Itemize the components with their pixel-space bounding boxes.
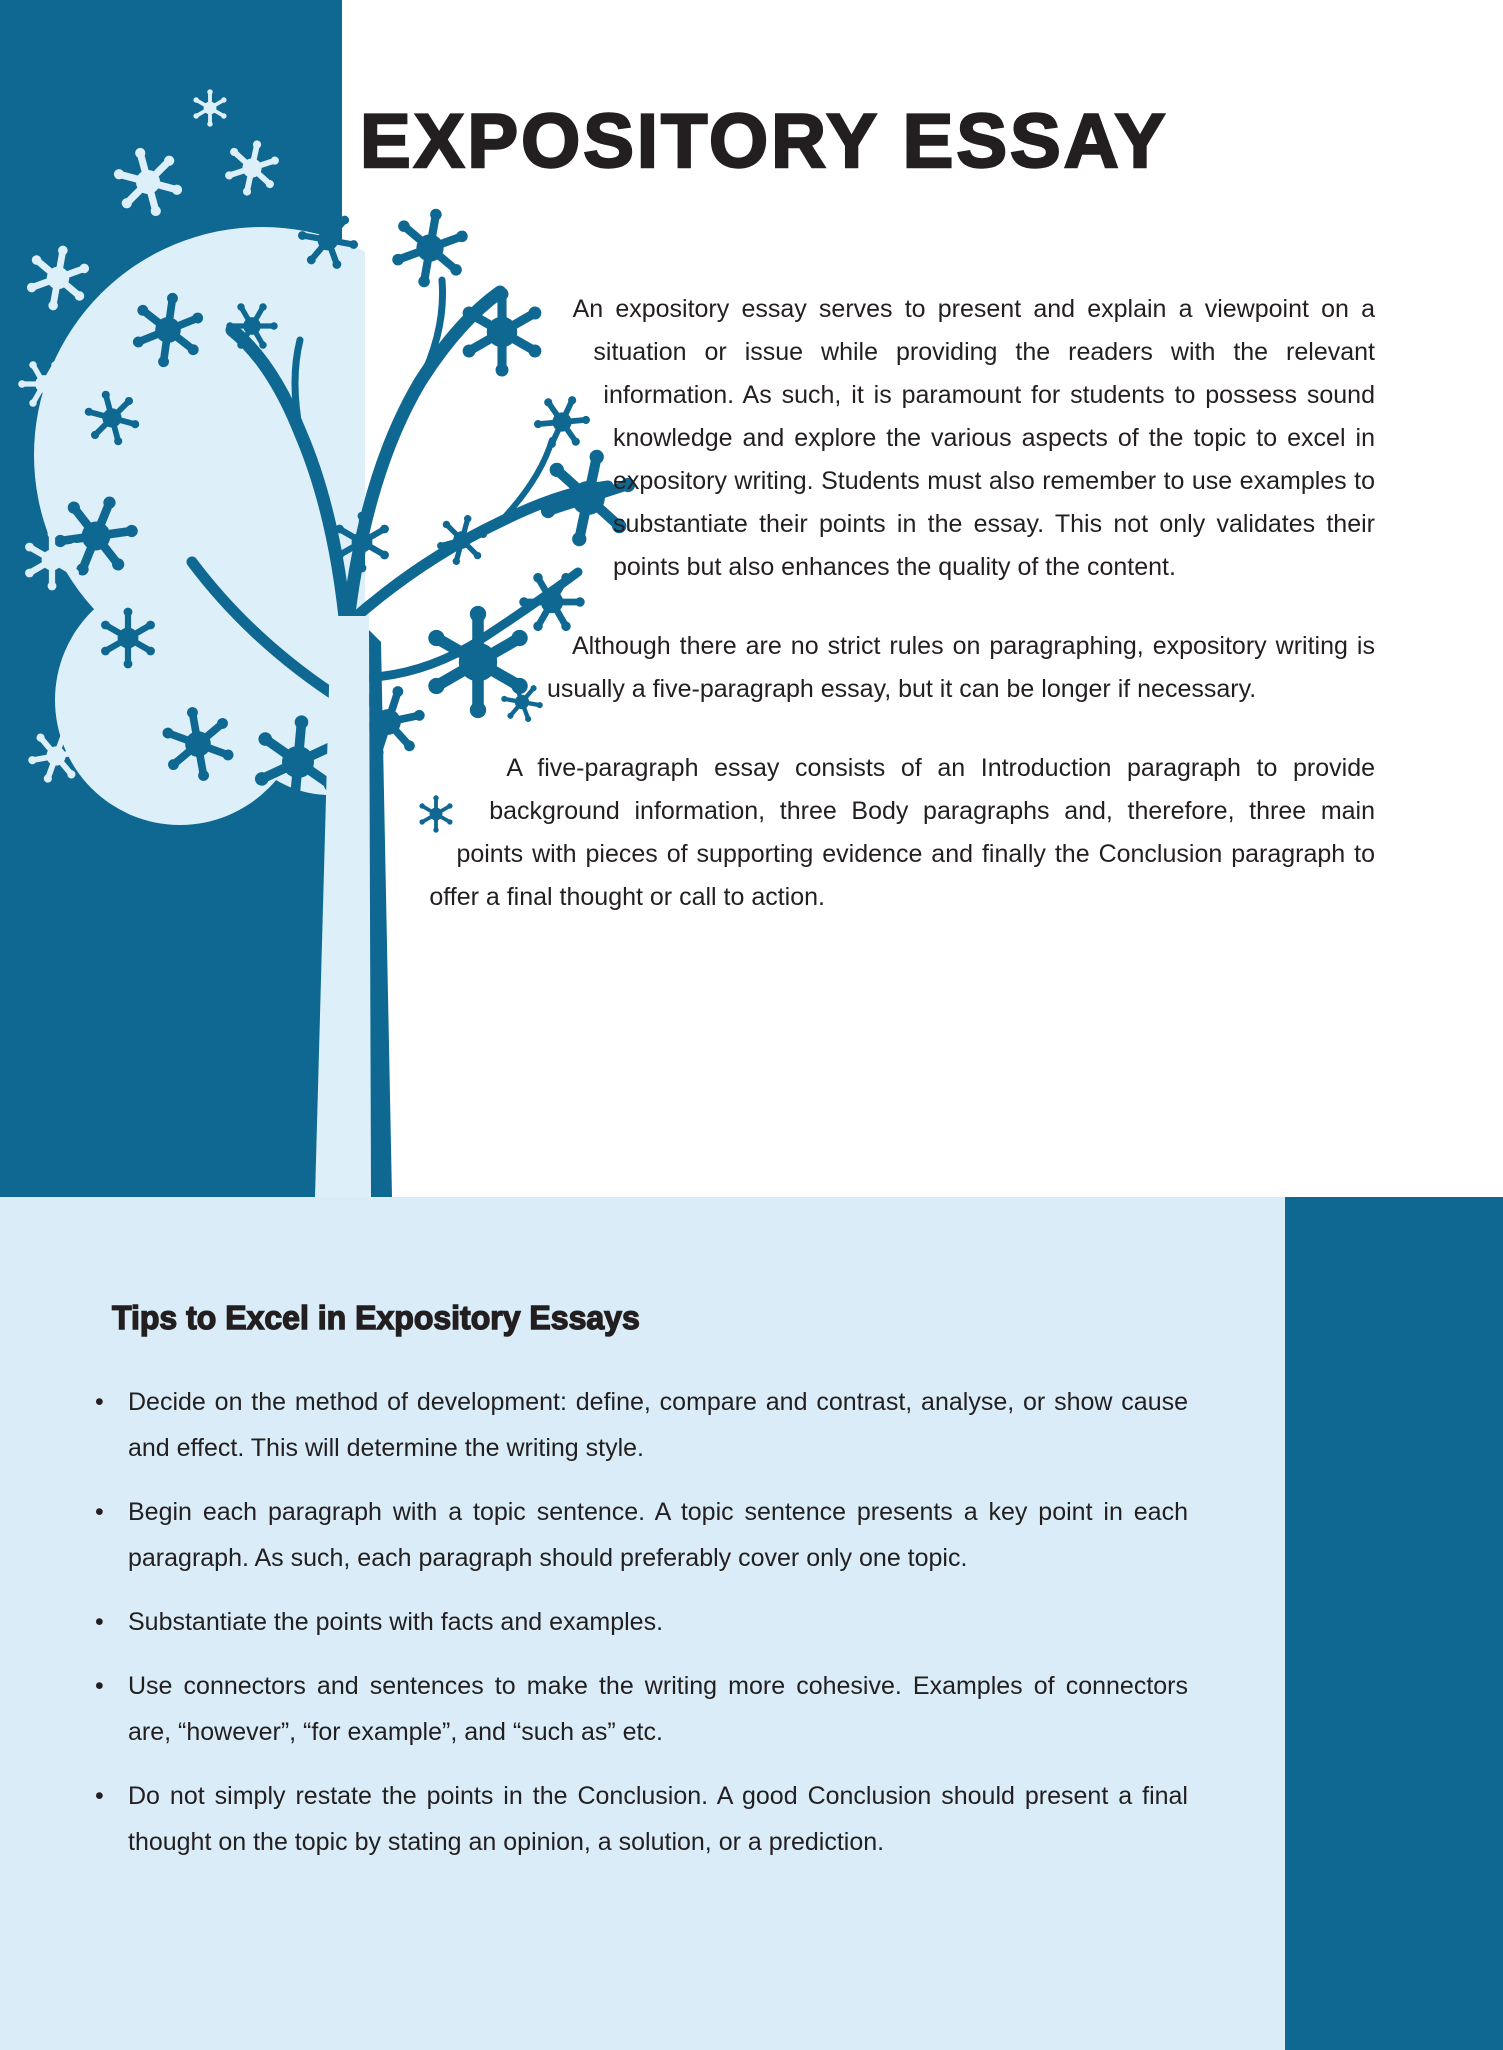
tip-text: Substantiate the points with facts and examples.	[128, 1608, 664, 1636]
tips-list	[0, 1379, 1285, 1865]
page-title: EXPOSITORY ESSAY	[360, 99, 1169, 184]
tip-text: Do not simply restate the points in the Conclusion. A good Conclusion should present a final thought on the topic by stating an opinion, a solution, or a prediction.	[128, 1782, 1188, 1856]
intro-paragraph: Although there are no strict rules on paragraphing, expository writing is usually a five-paragraph essay, but it can be longer if necessary.	[547, 632, 1375, 703]
tips-section	[0, 1197, 1285, 2050]
list-item	[95, 1599, 1285, 1645]
intro-paragraph: An expository essay serves to present and explain a viewpoint on a situation or issue while providing the readers with the relevant information. As such, it is paramount for students to possess sound knowledge and explore the various aspects of the topic to excel in expository writing. Students must also remember to use examples to substantiate their points in the essay. This not only validates their points but also enhances the quality of the content.	[572, 295, 1375, 581]
tips-heading: Tips to Excel in Expository Essays	[112, 1299, 640, 1336]
bullet-icon: •	[95, 1782, 104, 1810]
bullet-icon: •	[95, 1608, 104, 1636]
tip-text: Use connectors and sentences to make the writing more cohesive. Examples of connectors are, “however”, “for example”, and “such as” etc.	[128, 1672, 1188, 1746]
list-item	[95, 1489, 1285, 1581]
tip-text: Begin each paragraph with a topic sentence. A topic sentence presents a key point in each paragraph. As such, each paragraph should preferably cover only one topic.	[128, 1498, 1188, 1572]
right-accent-column	[1285, 1197, 1503, 2050]
bullet-icon: •	[95, 1672, 104, 1700]
bullet-icon: •	[95, 1388, 104, 1416]
tip-text: Decide on the method of development: define, compare and contrast, analyse, or show cause and effect. This will determine the writing style.	[128, 1388, 1188, 1462]
intro-text-block	[400, 288, 1375, 1048]
list-item	[95, 1773, 1285, 1865]
list-item	[95, 1663, 1285, 1755]
list-item	[95, 1379, 1285, 1471]
bullet-icon: •	[95, 1498, 104, 1526]
intro-paragraph: A five-paragraph essay consists of an Introduction paragraph to provide background information, three Body paragraphs and, therefore, three main points with pieces of supporting evidence and finally the Conclusion paragraph to offer a final thought or call to action.	[429, 754, 1375, 911]
